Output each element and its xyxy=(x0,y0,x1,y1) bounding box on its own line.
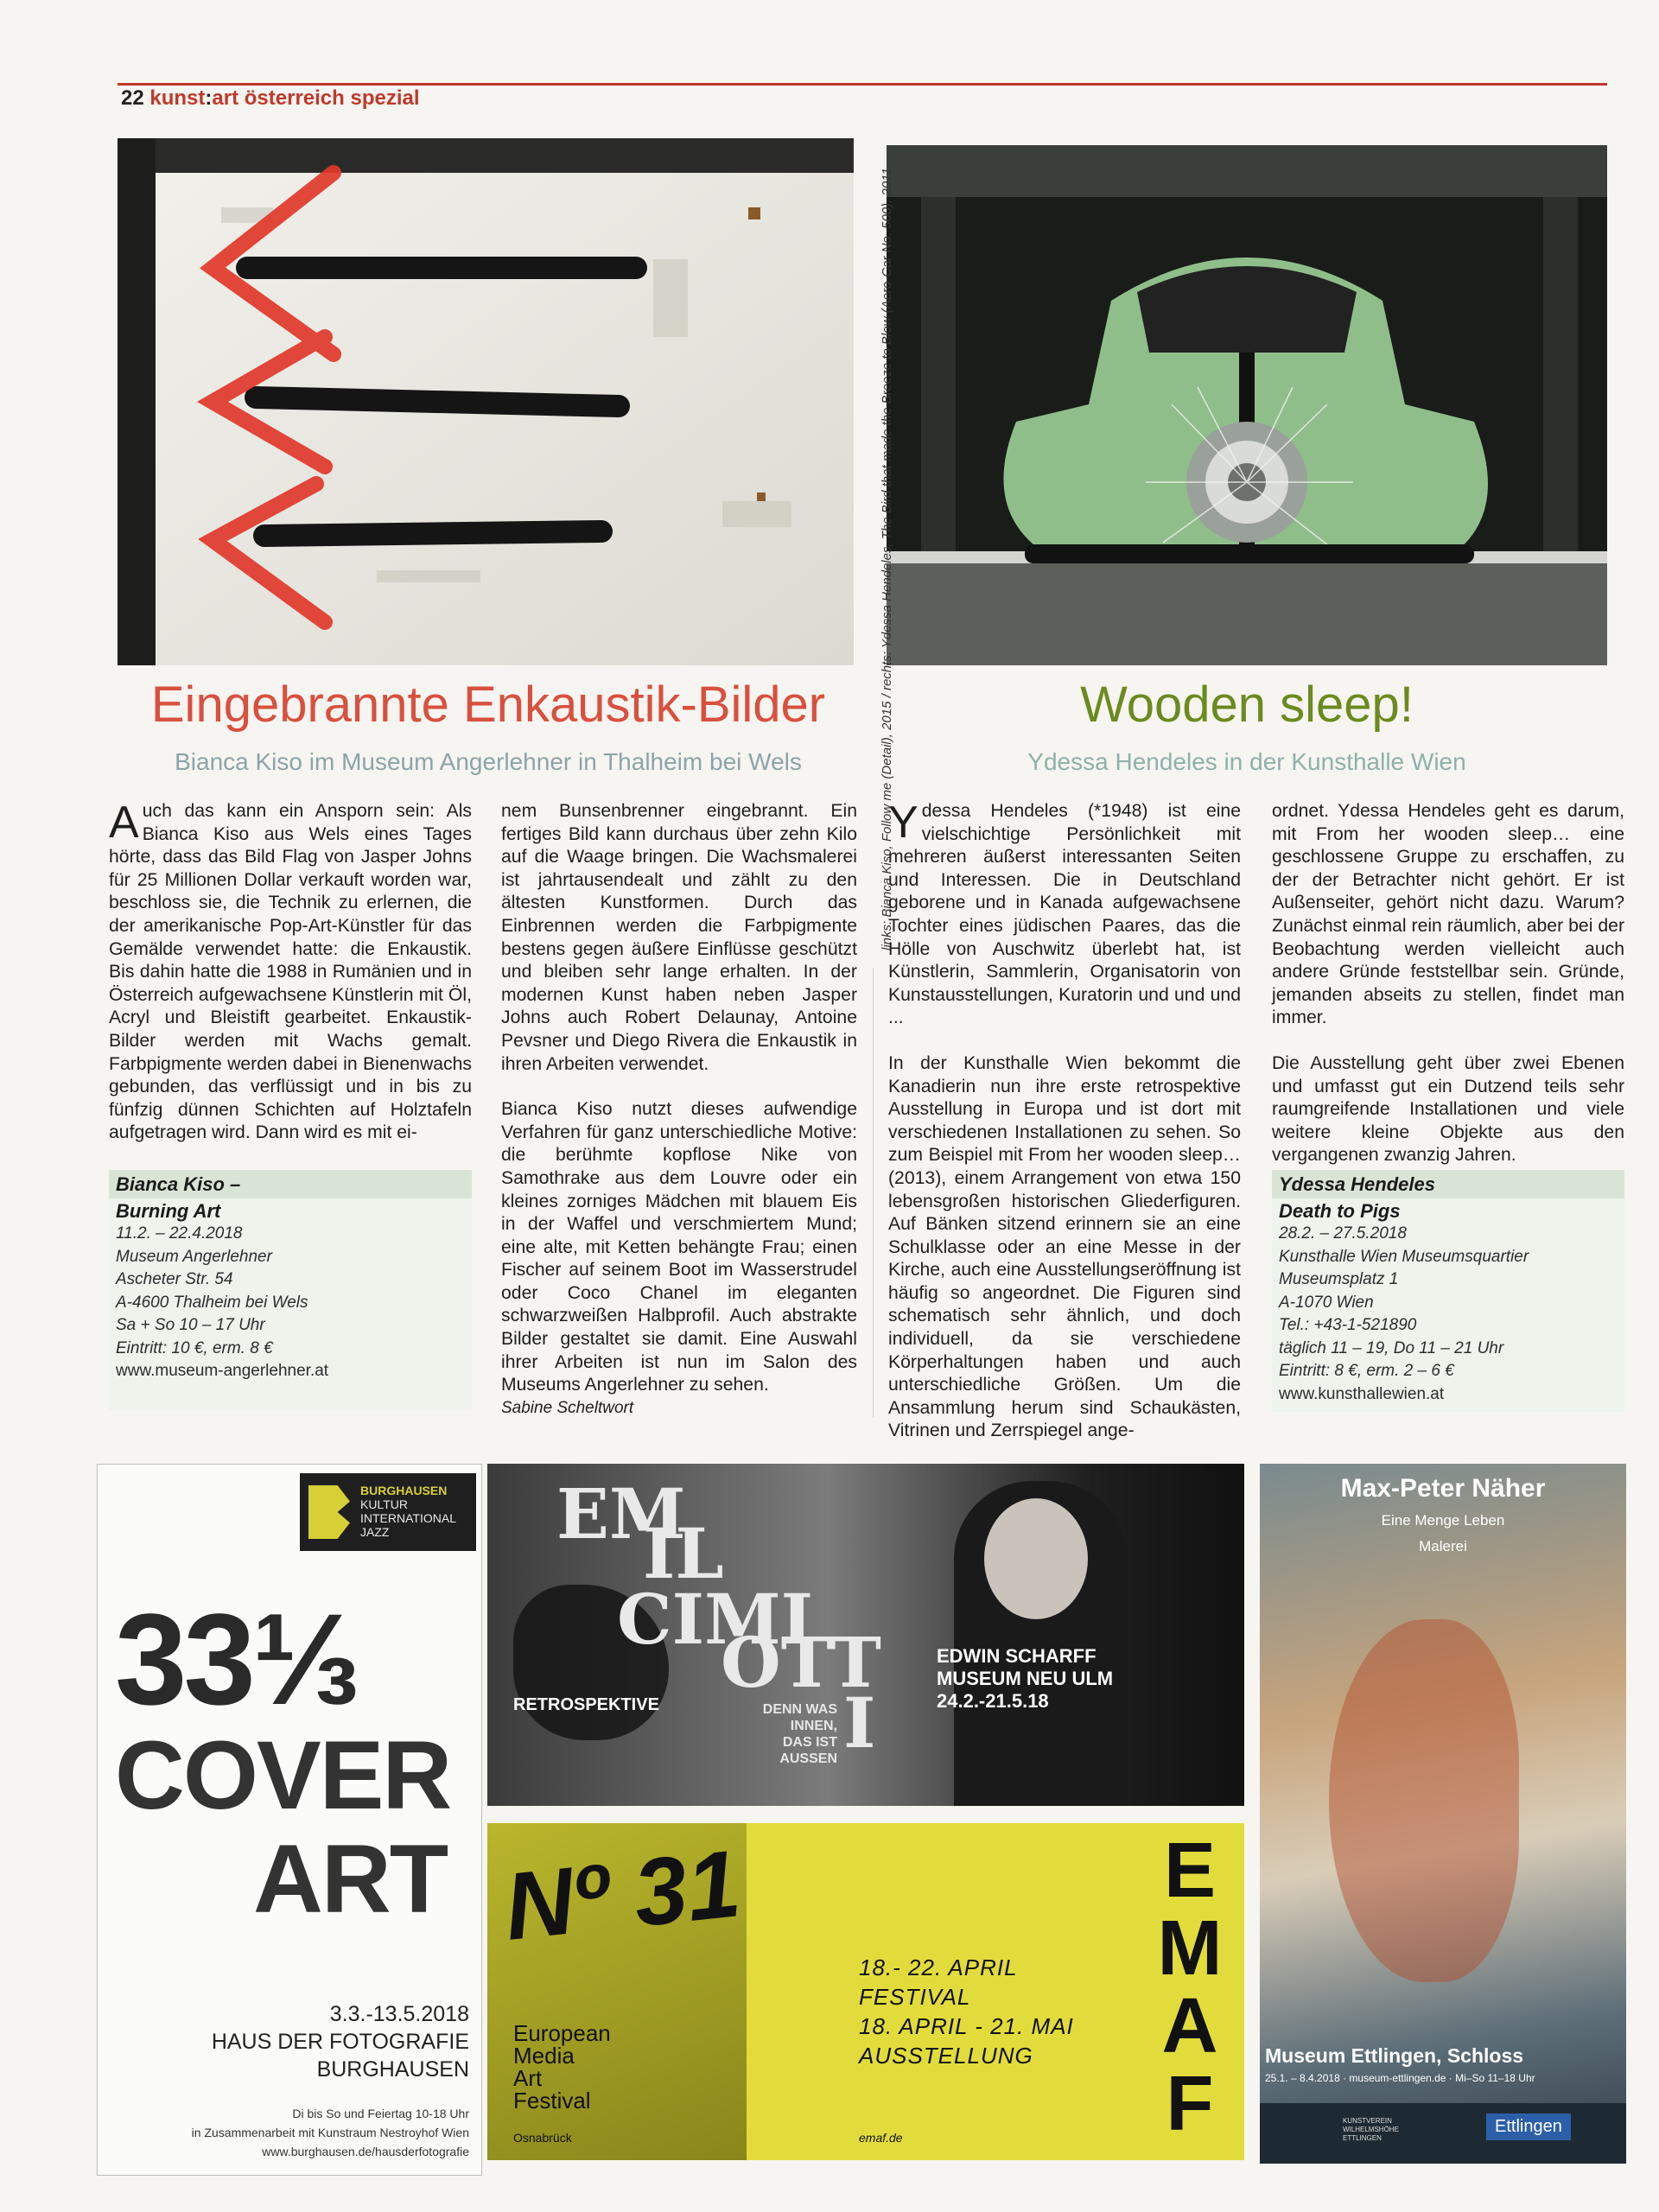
ad-emaf-festival[interactable]: Nº 31 18.- 22. APRIL FESTIVAL 18. APRIL - 21. MAI AUSSTELLUNG European Media Art Festival Osnabrück EMAF emaf.de xyxy=(487,1823,1244,2160)
info-line: täglich 11 – 19, Do 11 – 21 Uhr xyxy=(1279,1338,1504,1357)
info-website-link[interactable]: www.museum-angerlehner.at xyxy=(116,1362,329,1380)
ad-dates: 3.3.-13.5.2018 xyxy=(329,2002,469,2026)
article-left-column-1: A uch das kann ein Ansporn sein: Als Bianca Kiso aus Wels eines Tages hörte, dass das Bild Flag von Jasper Johns für 25 Millionen Dollar verkauft worden war, beschloss sie, die Technik zu erlernen, die der amerikanische Pop-Art-Künstler für das Gemälde verwendet hatte: die Enkaustik. Bis dahin hatte die 1988 in Rumänien und in Österreich aufgewachsene Künstlerin mit Öl, Acryl und Bleistift gearbeitet. Enkaustik-Bilder werden mit Wachs gemalt. Farbpigmente werden dabei in Bienenwachs gebunden, das verflüssigt und in bis zu fünfzig dünnen Schichten auf Holztafeln aufgetragen wird. Dann wird es mit ei- xyxy=(109,798,472,1143)
burghausen-logo: BURGHAUSEN KULTUR INTERNATIONAL JAZZ xyxy=(300,1473,476,1551)
info-line: Eintritt: 10 €, erm. 8 € xyxy=(116,1338,273,1357)
header-rule xyxy=(118,83,1607,86)
info-box-title: Ydessa Hendeles xyxy=(1272,1170,1624,1198)
painting-figure xyxy=(1329,1619,1519,1982)
info-line: A-1070 Wien xyxy=(1279,1293,1374,1312)
ad-venue: Museum Ettlingen, Schloss xyxy=(1265,2044,1524,2067)
ad-art-text: ART xyxy=(253,1825,448,1933)
magazine-brand: kunst:art xyxy=(149,86,239,110)
article-right-column-2: ordnet. Ydessa Hendeles geht es darum, mit From her wooden sleep… eine geschlossene Gruppe zu erschaffen, zu der der Betrachter nicht gehört. Er ist Außenseiter, gehört nicht dazu. Warum? Zunächst einmal rein räumlich, aber bei der Beobachtung werden vielleicht auch andere Gründe feststellbar sein. Gründe, jemanden abseits zu stellen, findet man immer. Die Ausstellung geht über zwei Ebenen und umfasst gut ein Dutzend teils sehr raumgreifende Installationen und viele weitere kleine Objekte aus den vergangenen zwanzig Jahren. xyxy=(1272,800,1624,1191)
article-left-subtitle: Bianca Kiso im Museum Angerlehner in Thalheim bei Wels xyxy=(175,748,802,775)
article-right-column-1: Y dessa Hendeles (*1948) ist eine vielschichtige Persönlichkeit mit mehreren äußerst interessanten Seiten und Interessen. Die in Deutschland geborene und in Kanada aufgewachsene Tochter eines jüdischen Paares, das die Hölle von Auschwitz überlebt hat, ist Künstlerin, Sammlerin, Organisatorin von Kunstausstellungen, Kuratorin und und und ... In der Kunsthalle Wien bekommt die Kanadierin nun ihre erste retrospektive Ausstellung in Europa und ist dort mit verschiedenen Installationen zu sehen. So zum Beispiel mit From her wooden sleep… (2013), einem Arrangement von etwa 150 lebensgroßen historischen Gliederfiguren. Auf Bänken sitzend erinnern sie an eine Schulklasse oder an eine Messe in der Kirche, auch eine Ausstellungseröffnung ist häufig so angeordnet. Die Figuren sind schematisch sehr ähnlich, und doch individuell, da sie verschiedene Körperhaltungen haben und auch unterschiedliche Größen. Um die Ansammlung herum sind Schaukästen, Vitrinen und Zerrspiegel ange- xyxy=(888,798,1241,1441)
ad-venue: HAUS DER FOTOGRAFIE xyxy=(211,2030,469,2054)
ad-museum: EDWIN SCHARFF xyxy=(937,1645,1096,1667)
ad-hours: Di bis So und Feiertag 10-18 Uhr xyxy=(292,2107,469,2120)
info-box-title: Bianca Kiso – xyxy=(109,1170,472,1198)
info-line: Eintritt: 8 €, erm. 2 – 6 € xyxy=(1279,1362,1454,1380)
ad-partner: in Zusammenarbeit mit Kunstraum Nestroyhof Wien xyxy=(191,2126,469,2139)
ad-dates: 24.2.-21.5.18 xyxy=(937,1690,1049,1712)
page-header xyxy=(121,86,420,111)
photo-credit: links: Bianca Kiso, Follow me (Detail), 2015 / rechts: Ydessa Hendeles, The Bird that made the Breeze to Blow (Aero-Car No. 500), 2011 xyxy=(880,168,894,950)
column-divider xyxy=(873,968,874,1417)
info-line: A-4600 Thalheim bei Wels xyxy=(116,1293,308,1312)
section-label: österreich spezial xyxy=(244,86,420,110)
author-signature: Sabine Scheltwort xyxy=(501,1398,634,1417)
info-show-title: Death to Pigs xyxy=(1279,1199,1401,1222)
ad-max-peter-naeher[interactable]: Max-Peter Näher Eine Menge Leben Malerei Museum Ettlingen, Schloss 25.1. – 8.4.2018 · museum-ettlingen.de · Mi–So 11–18 Uhr KUNSTVEREIN WILHELMSHÖHE ETTLINGEN Ettlingen xyxy=(1260,1464,1626,2164)
ad-artist: Max-Peter Näher xyxy=(1340,1474,1546,1503)
ettlingen-badge: Ettlingen xyxy=(1486,2113,1571,2140)
burghausen-b-icon xyxy=(308,1485,350,1539)
ad-number: Nº 31 xyxy=(499,1830,746,1961)
photo-encaustic-painting xyxy=(118,138,854,665)
ad-venue-city: BURGHAUSEN xyxy=(316,2057,469,2082)
dropcap: Y xyxy=(888,798,918,848)
ad-big-number: 33⅓ xyxy=(115,1586,357,1732)
ad-details: 25.1. – 8.4.2018 · museum-ettlingen.de · Mi–So 11–18 Uhr xyxy=(1265,2072,1535,2084)
ad-url[interactable]: www.burghausen.de/hausderfotografie xyxy=(262,2145,469,2158)
article-right-subtitle: Ydessa Hendeles in der Kunsthalle Wien xyxy=(1027,748,1466,775)
info-website-link[interactable]: www.kunsthallewien.at xyxy=(1279,1384,1445,1403)
article-left-column-2: nem Bunsenbrenner eingebrannt. Ein fertiges Bild kann durchaus über zehn Kilo auf die Waage bringen. Die Wachsmalerei ist jahrtausendealt und zählt zu den ältesten Kunstformen. Durch das Einbrennen werden die Farbpigmente bestens gegen äußere Einflüsse geschützt und bleiben sehr lange erhalten. In der modernen Kunst haben neben Jasper Johns auch Robert Delaunay, Antoine Pevsner und Diego Rivera die Enkaustik in ihren Arbeiten verwendet. Bianca Kiso nutzt dieses aufwendige Verfahren für ganz unterschiedliche Motive: die berühmte kopflose Nike von Samothrake aus dem Louvre oder ein kleines zorniges Mädchen mit blauem Eis in der Waffel und verschmiertem Mund; eine alte, mit Ketten behängte Frau; einen Fischer auf seinem Boot im Wasserstrudel oder Coco Chanel im eleganten schwarzweißen Halbprofil. Auch abstrakte Bilder gestaltet sie damit. Eine Auswahl ihrer Arbeiten ist nun im Salon des Museums Angerlehner zu sehen. Sabine Scheltwort xyxy=(501,800,857,1420)
dropcap: A xyxy=(109,798,139,848)
info-line: Museumsplatz 1 xyxy=(1279,1270,1399,1288)
ad-url[interactable]: emaf.de xyxy=(859,2131,903,2145)
info-line: Ascheter Str. 54 xyxy=(116,1270,233,1288)
info-line: Museum Angerlehner xyxy=(116,1247,272,1266)
ad-burghausen-cover-art[interactable] xyxy=(97,1464,482,2176)
info-line: Kunsthalle Wien Museumsquartier xyxy=(1279,1247,1529,1266)
info-line: 28.2. – 27.5.2018 xyxy=(1279,1224,1407,1243)
ad-retrospective: RETROSPEKTIVE xyxy=(513,1695,659,1714)
ad-city: Osnabrück xyxy=(513,2131,572,2145)
ad-emaf-vertical: EMAF xyxy=(1157,1827,1223,2147)
info-line: Sa + So 10 – 17 Uhr xyxy=(116,1316,265,1334)
info-box-ydessa-hendeles xyxy=(1272,1170,1624,1412)
ad-cover-text: COVER xyxy=(115,1721,451,1829)
page-number: 22 xyxy=(121,86,144,110)
ad-emil-cimiotti[interactable]: EM IL CIMI OTT I RETROSPEKTIVE DENN WAS INNEN, DAS IST AUSSEN EDWIN SCHARFF MUSEUM NEU ULM 24.2.-21.5.18 xyxy=(487,1464,1244,1806)
article-right-title: Wooden sleep! xyxy=(1080,677,1414,733)
info-show-title: Burning Art xyxy=(116,1199,221,1222)
ad-partner: KUNSTVEREIN WILHELMSHÖHE ETTLINGEN xyxy=(1343,2117,1399,2142)
info-line: 11.2. – 22.4.2018 xyxy=(116,1224,243,1243)
info-line: Tel.: +43-1-521890 xyxy=(1279,1316,1417,1334)
article-left-title: Eingebrannte Enkaustik-Bilder xyxy=(150,677,826,733)
info-box-bianca-kiso xyxy=(109,1170,472,1410)
photo-aero-car xyxy=(887,145,1607,665)
